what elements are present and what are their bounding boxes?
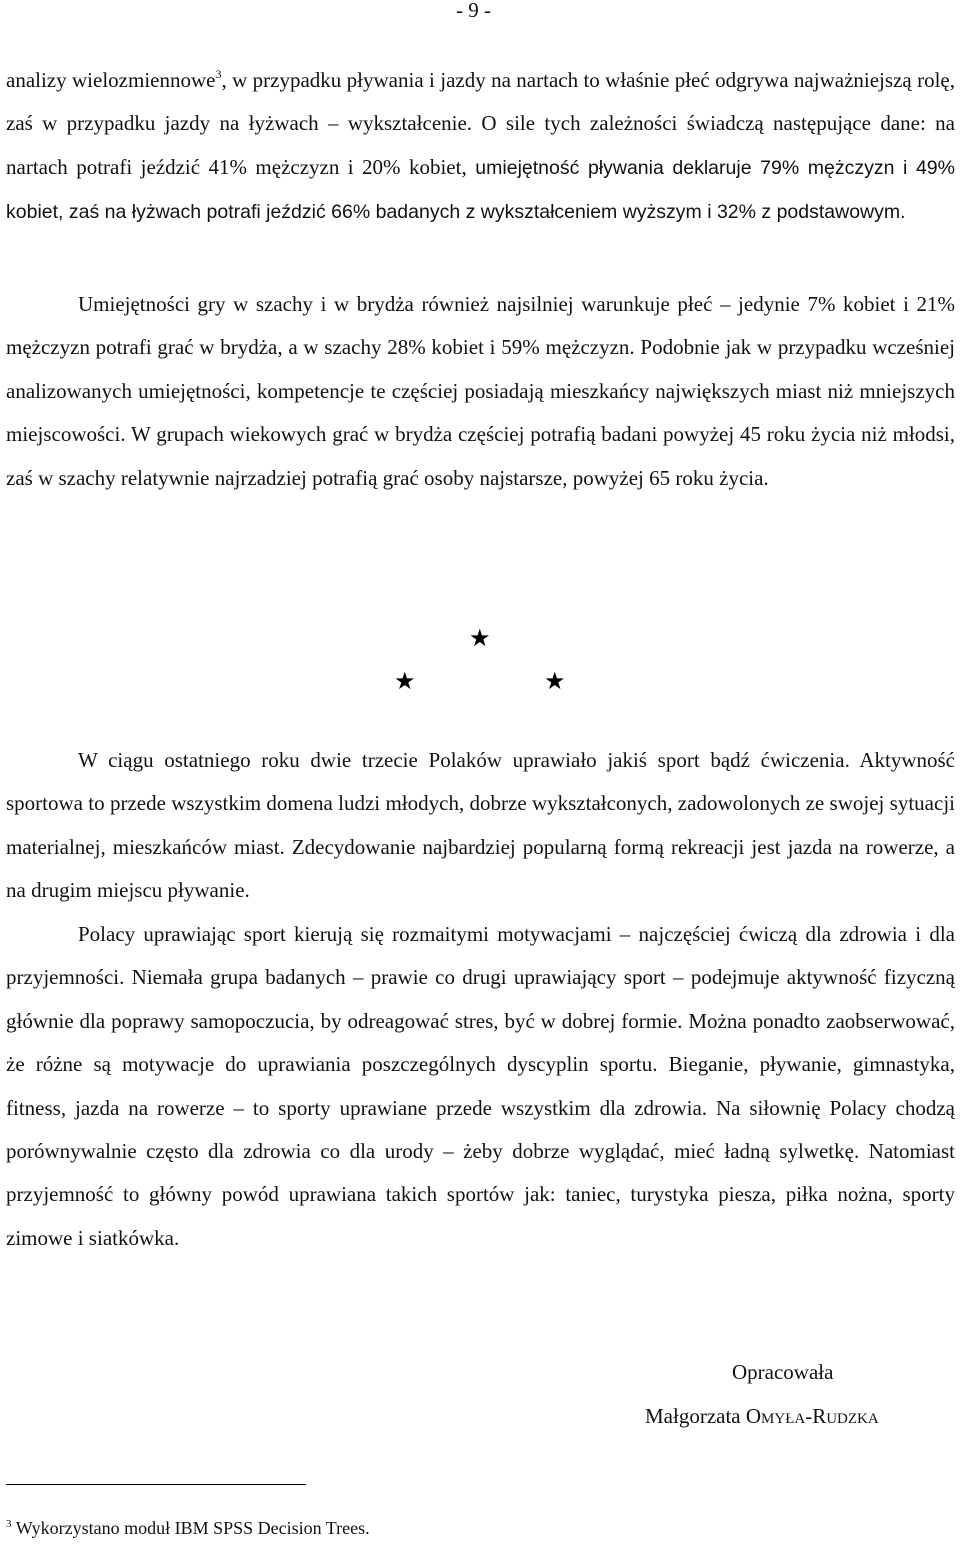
paragraph-1-text-a: analizy wielozmiennowe — [6, 68, 216, 92]
footnote-text: Wykorzystano moduł IBM SPSS Decision Trees. — [15, 1518, 370, 1538]
paragraph-1 — [6, 59, 955, 235]
author-surname-2: Rudzka — [812, 1404, 879, 1428]
footnote-reference: 3 — [215, 67, 222, 81]
author-first-name: Małgorzata — [645, 1404, 741, 1428]
footnote — [6, 1518, 370, 1539]
author-name-hyphen: - — [805, 1404, 813, 1428]
paragraph-4: Polacy uprawiając sport kierują się rozmaitymi motywacjami – najczęściej ćwiczą dla zdrowia i dla przyjemności. Niemała grupa badanych – prawie co drugi uprawiający sport – podejmuje aktywność fizyczną głównie dla poprawy samopoczucia, by odreagować stres, być w dobrej formie. Można ponadto zaobserwować, że różne są motywacje do uprawiania poszczególnych dyscyplin sportu. Bieganie, pływanie, gimnastyka, fitness, jazda na rowerze – to sporty uprawiane przede wszystkim dla zdrowia. Na siłownię Polacy chodzą porównywalnie często dla zdrowia co dla urody – żeby dobrze wyglądać, mieć ładną sylwetkę. Natomiast przyjemność to główny powód uprawiana takich sportów jak: taniec, turystyka piesza, piłka nożna, sporty zimowe i siatkówka. — [6, 922, 955, 1250]
paragraph-1-text-c: umiejętność pływania deklaruje 79% mężczyzn i 49% kobiet, zaś na łyżwach potrafi jeździć 66% badanych z wykształceniem wyższym i 32% z podstawowym. — [6, 156, 955, 224]
star-separator-icon: ★ — [469, 626, 491, 652]
paragraph-2: Umiejętności gry w szachy i w brydża również najsilniej warunkuje płeć – jedynie 7% kobiet i 21% mężczyzn potrafi grać w brydża, a w szachy 28% kobiet i 59% mężczyzn. Podobnie jak w przypadku wcześniej analizowanych umiejętności, kompetencje te częściej posiadają mieszkańcy największych miast niż mniejszych miejscowości. W grupach wiekowych grać w brydża częściej potrafią badani powyżej 45 roku życia niż młodsi, zaś w szachy relatywnie najrzadziej potrafią grać osoby najstarsze, powyżej 65 roku życia. — [6, 292, 955, 490]
star-separator-icon: ★ — [544, 669, 566, 695]
page-number: - 9 - — [456, 0, 491, 22]
paragraph-3: W ciągu ostatniego roku dwie trzecie Polaków uprawiało jakiś sport bądź ćwiczenia. Aktywność sportowa to przede wszystkim domena ludzi młodych, dobrze wykształconych, zadowolonych ze swojej sytuacji materialnej, mieszkańców miast. Zdecydowanie najbardziej popularną formą rekreacji jest jazda na rowerze, a na drugim miejscu pływanie. — [6, 748, 955, 903]
star-separator-icon: ★ — [394, 669, 416, 695]
signature-label: Opracowała — [732, 1360, 834, 1384]
footnote-number: 3 — [6, 1518, 12, 1530]
signature-name — [645, 1404, 879, 1429]
paragraph-1-text-b: , w przypadku pływania i jazdy na nartach to właśnie płeć odgrywa najważniejszą rolę, zaś w przypadku jazdy na łyżwach – wykształcenie. O sile tych zależności świadczą następujące dane: na nartach potrafi jeździć 41% mężczyzn i 20% kobiet, — [6, 68, 955, 179]
author-surname-1: Omyła — [745, 1404, 806, 1428]
footnote-divider — [6, 1484, 306, 1485]
